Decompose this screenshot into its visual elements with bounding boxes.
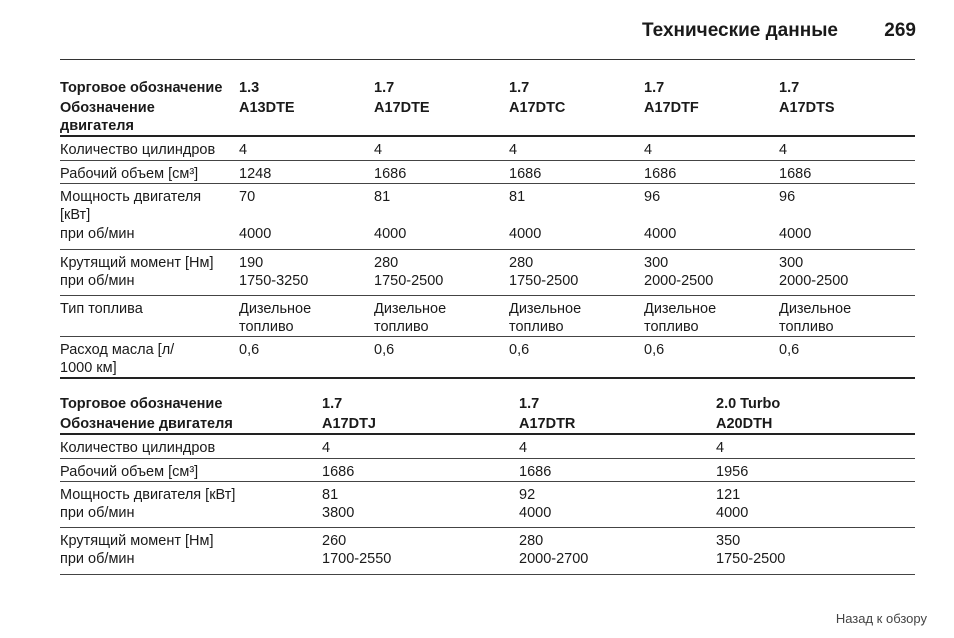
cell: 4000 <box>716 504 749 521</box>
cell: 190 <box>239 254 264 271</box>
table-row <box>60 272 915 296</box>
cell: Дизельное топливо <box>509 301 582 335</box>
row-label: Рабочий объем [см³] <box>60 165 199 182</box>
cell: 1750-2500 <box>374 272 444 289</box>
cell: 280 <box>509 254 534 271</box>
table-row <box>60 136 915 160</box>
cell: 280 <box>519 533 544 549</box>
row-label: Количество цилиндров <box>60 142 216 158</box>
row-label: Тип топлива <box>60 301 143 317</box>
cell: Дизельное топливо <box>239 301 312 335</box>
table-row <box>60 225 915 249</box>
row-label: при об/мин <box>60 504 135 521</box>
cell: 4 <box>779 142 788 158</box>
cell: Дизельное топливо <box>644 301 717 335</box>
cell: 0,6 <box>779 342 800 358</box>
trade-value: 1.7 <box>779 80 800 96</box>
row-label: Расход масла [л/ 1000 км] <box>60 342 175 376</box>
cell: 121 <box>716 486 741 503</box>
table-row <box>60 550 915 574</box>
cell: 96 <box>779 188 796 205</box>
cell: 4000 <box>644 226 677 242</box>
cell: 4 <box>644 142 653 158</box>
table-row <box>60 481 915 504</box>
cell: 2000-2500 <box>644 272 714 289</box>
table-row <box>60 296 915 337</box>
cell: 4000 <box>519 504 552 521</box>
row-label: при об/мин <box>60 551 135 567</box>
cell: 0,6 <box>644 342 665 358</box>
engine-value: A17DTF <box>644 100 699 116</box>
cell: 4 <box>716 440 725 456</box>
cell: 1686 <box>374 165 407 182</box>
cell: 0,6 <box>239 342 260 358</box>
cell: 92 <box>519 486 536 503</box>
row-label: при об/мин <box>60 272 135 289</box>
cell: 1686 <box>519 463 552 480</box>
cell: 260 <box>322 533 347 549</box>
table-row <box>60 458 915 481</box>
engine-label: Обозначение двигателя <box>60 416 233 432</box>
cell: 1686 <box>322 463 355 480</box>
trade-value: 1.7 <box>322 396 343 412</box>
cell: 350 <box>716 533 741 549</box>
cell: 3800 <box>322 504 355 521</box>
cell: 1686 <box>779 165 812 182</box>
cell: 1686 <box>509 165 542 182</box>
cell: 4 <box>322 440 331 456</box>
cell: 1750-2500 <box>716 551 786 567</box>
trade-value: 1.7 <box>644 80 665 96</box>
trade-value: 1.7 <box>509 80 530 96</box>
table-row <box>60 183 915 225</box>
cell: 300 <box>779 254 804 271</box>
trade-label: Торговое обозначение <box>60 396 223 412</box>
cell: 4 <box>509 142 518 158</box>
row-label: Крутящий момент [Нм] <box>60 254 214 271</box>
cell: 81 <box>374 188 391 205</box>
cell: 2000-2500 <box>779 272 849 289</box>
row-label: Количество цилиндров <box>60 440 216 456</box>
table-row <box>60 249 915 272</box>
trade-value: 2.0 Turbo <box>716 396 781 412</box>
engine-value: A17DTE <box>374 100 430 116</box>
engine-value: A17DTJ <box>322 416 376 432</box>
engine-value: A17DTR <box>519 416 576 432</box>
table-row <box>60 337 915 379</box>
back-to-overview-link[interactable]: Назад к обзору <box>835 611 927 626</box>
cell: 1750-3250 <box>239 272 309 289</box>
cell: 4000 <box>239 226 272 242</box>
specs-table-2 <box>60 395 915 575</box>
table-row <box>60 528 915 551</box>
trade-value: 1.7 <box>374 80 395 96</box>
trade-label: Торговое обозначение <box>60 80 223 96</box>
table-header-row <box>60 415 915 434</box>
table-row <box>60 504 915 528</box>
page-number: 269 <box>884 20 916 41</box>
header-divider <box>60 59 915 60</box>
cell: Дизельное топливо <box>779 301 852 335</box>
cell: 81 <box>509 188 526 205</box>
cell: 1248 <box>239 165 272 182</box>
cell: 4000 <box>509 226 542 242</box>
cell: 4 <box>519 440 528 456</box>
cell: 0,6 <box>374 342 395 358</box>
cell: 2000-2700 <box>519 551 589 567</box>
table-header-row <box>60 395 915 415</box>
table-header-row <box>60 79 915 99</box>
trade-value: 1.7 <box>519 396 540 412</box>
cell: 1686 <box>644 165 677 182</box>
engine-label: Обозначение двигателя <box>60 100 155 134</box>
cell: 96 <box>644 188 661 205</box>
table-header-row <box>60 99 915 136</box>
engine-value: A17DTC <box>509 100 566 116</box>
table-row <box>60 160 915 183</box>
row-label: Мощность двигателя [кВт] <box>60 188 202 223</box>
engine-value: A17DTS <box>779 100 835 116</box>
cell: 70 <box>239 188 256 205</box>
row-label: Крутящий момент [Нм] <box>60 533 214 549</box>
cell: Дизельное топливо <box>374 301 447 335</box>
cell: 4 <box>374 142 383 158</box>
engine-value: A20DTH <box>716 416 773 432</box>
cell: 1750-2500 <box>509 272 579 289</box>
cell: 0,6 <box>509 342 530 358</box>
cell: 280 <box>374 254 399 271</box>
engine-value: A13DTE <box>239 100 295 116</box>
cell: 4 <box>239 142 248 158</box>
cell: 300 <box>644 254 669 271</box>
table-row <box>60 434 915 458</box>
cell: 4000 <box>779 226 812 242</box>
cell: 4000 <box>374 226 407 242</box>
trade-value: 1.3 <box>239 80 260 96</box>
cell: 1700-2550 <box>322 551 392 567</box>
row-label: Мощность двигателя [кВт] <box>60 486 236 503</box>
specs-table-1 <box>60 79 915 379</box>
cell: 81 <box>322 486 339 503</box>
row-label: Рабочий объем [см³] <box>60 463 199 480</box>
cell: 1956 <box>716 463 749 480</box>
row-label: при об/мин <box>60 226 135 242</box>
page-header <box>0 20 916 46</box>
page-title: Технические данные <box>641 20 838 41</box>
